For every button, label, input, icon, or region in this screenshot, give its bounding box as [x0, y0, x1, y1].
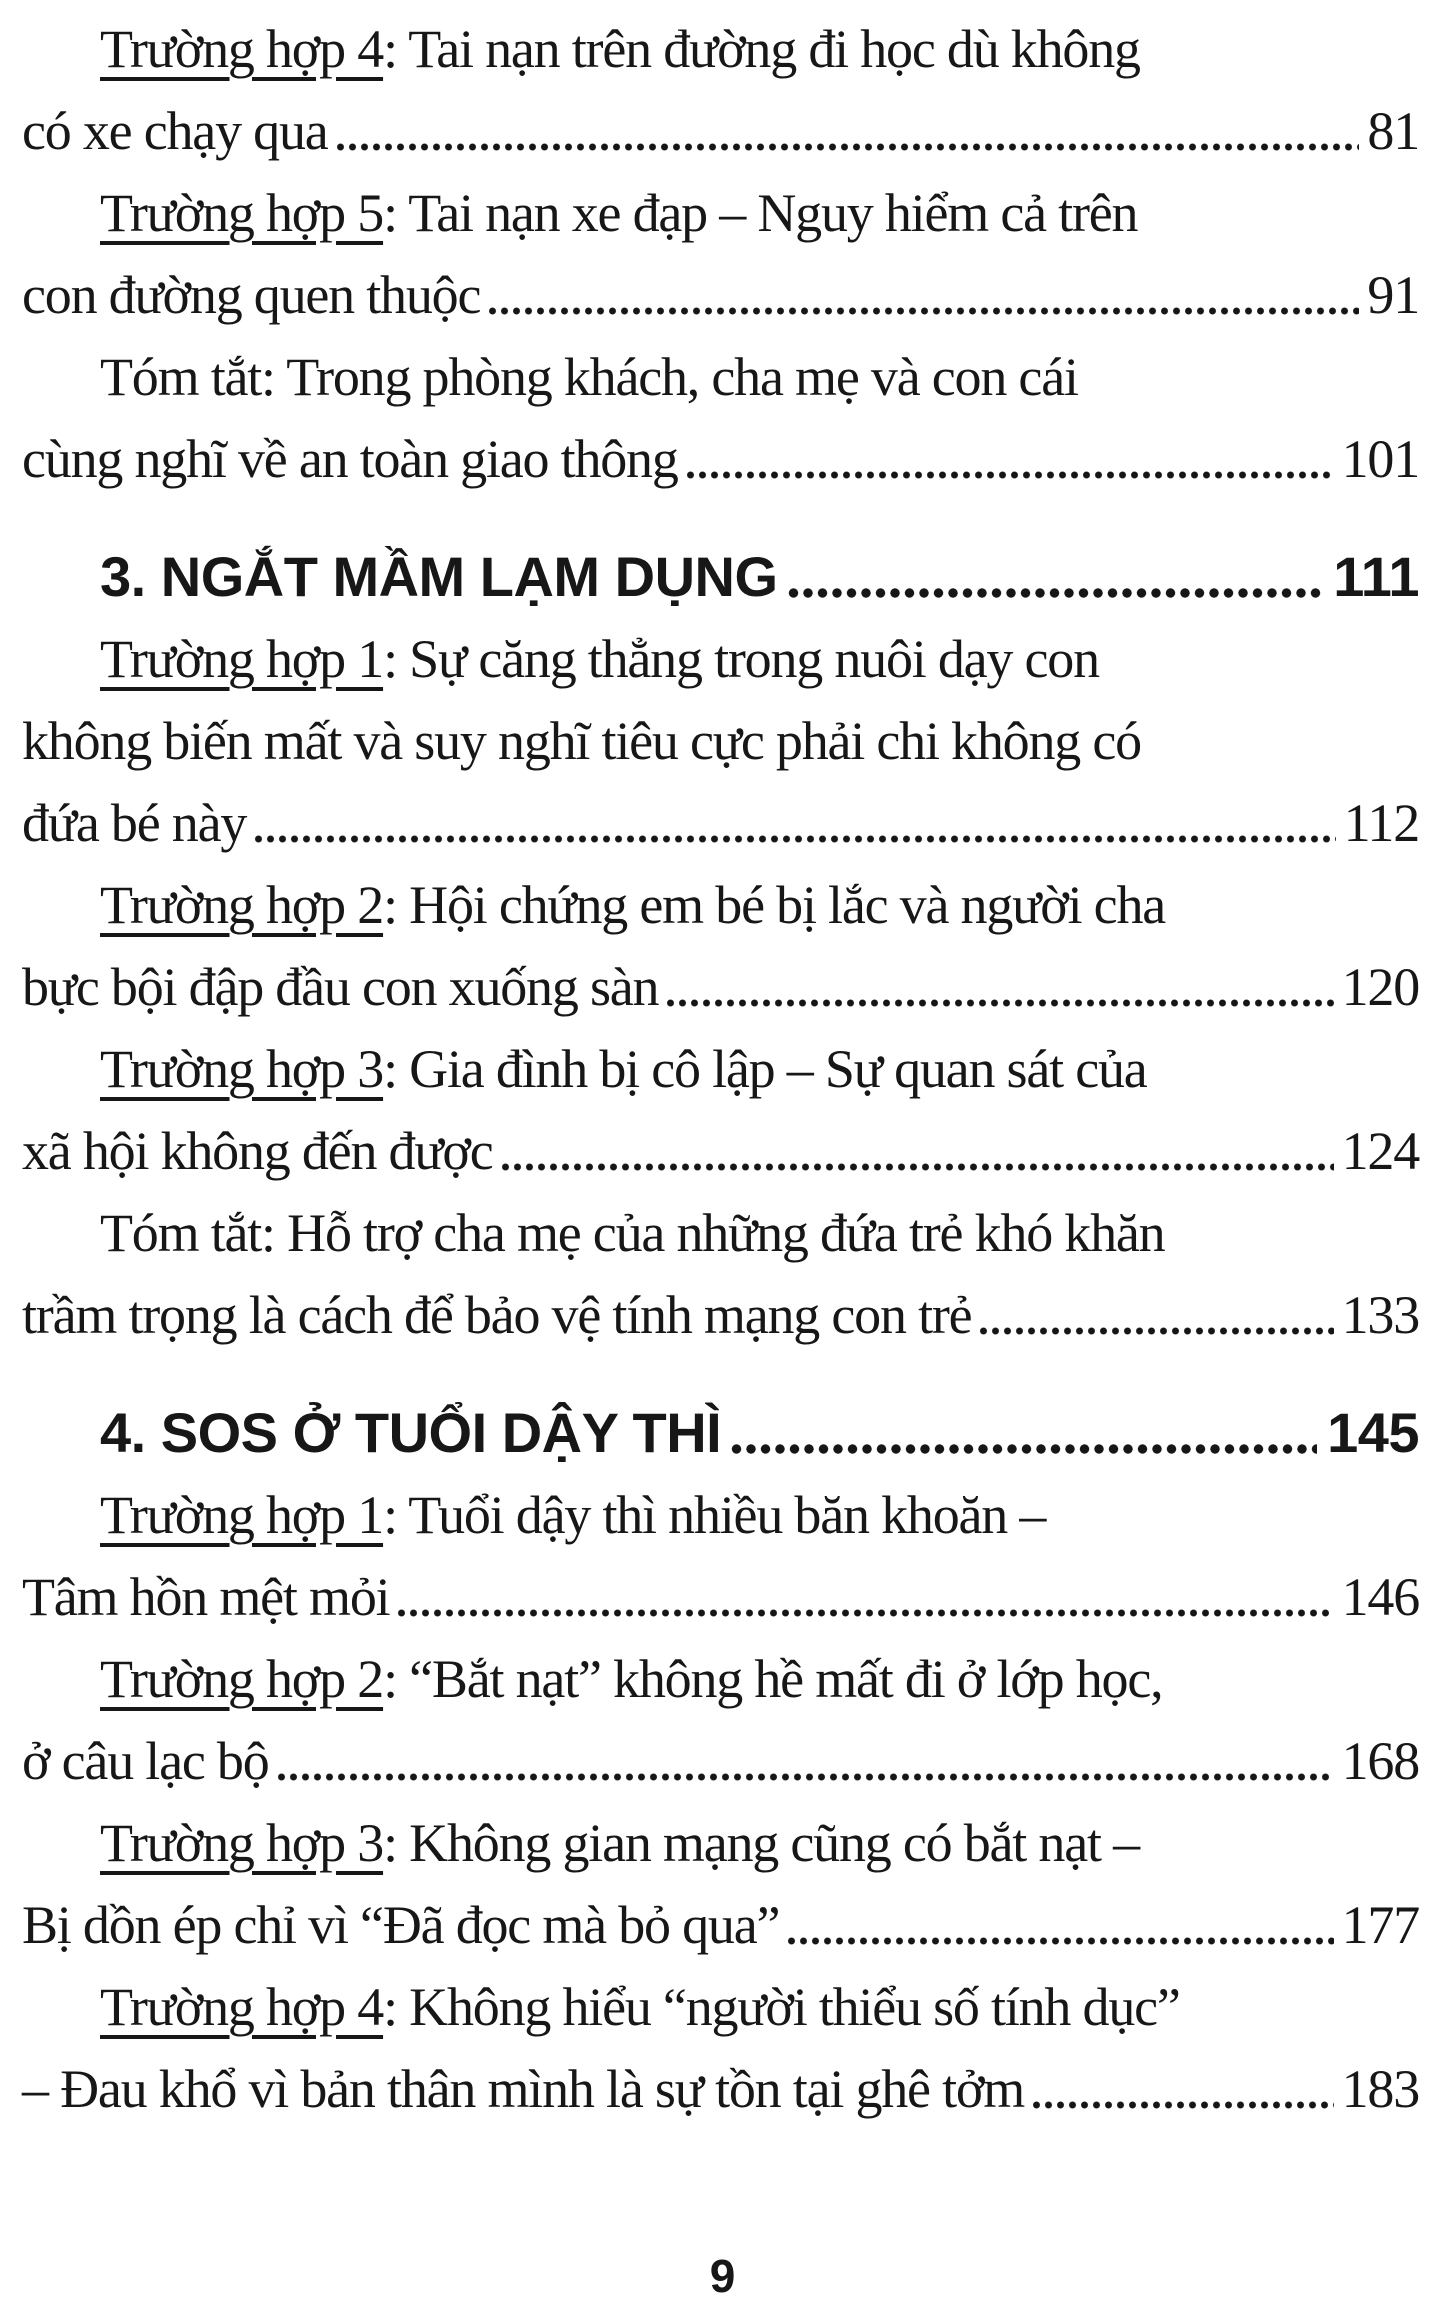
- toc-text: xã hội không đến được: [22, 1121, 493, 1181]
- toc-text: ở câu lạc bộ: [22, 1731, 269, 1791]
- toc-text: : Tuổi dậy thì nhiều băn khoăn –: [383, 1485, 1046, 1545]
- dot-leader: [731, 1442, 1317, 1456]
- toc-text: : Gia đình bị cô lập – Sự quan sát của: [383, 1039, 1147, 1099]
- toc-section-heading: [22, 1392, 1419, 1474]
- toc-text: không biến mất và suy nghĩ tiêu cực phải chi không có: [22, 711, 1141, 771]
- toc-page-number: 177: [1341, 1895, 1419, 1955]
- case-label: Trường hợp 4: [100, 1977, 384, 2037]
- toc-line: [22, 700, 1419, 782]
- toc-text: – Đau khổ vì bản thân mình là sự tồn tại ghê tởm: [22, 2059, 1025, 2119]
- toc-line: [22, 336, 1419, 418]
- toc-line: [22, 90, 1419, 172]
- case-label: Trường hợp 3: [100, 1039, 384, 1099]
- toc-text: : Tai nạn xe đạp – Nguy hiểm cả trên: [383, 183, 1138, 243]
- toc-page-number: 81: [1367, 101, 1419, 161]
- toc-page-number: 183: [1341, 2059, 1419, 2119]
- toc-page-number: 133: [1341, 1285, 1419, 1345]
- toc-line: [22, 2048, 1419, 2130]
- toc-line: [22, 418, 1419, 500]
- toc-text: con đường quen thuộc: [22, 265, 481, 325]
- toc-text: : Sự căng thẳng trong nuôi dạy con: [383, 629, 1099, 689]
- toc-text: 4. SOS Ở TUỔI DẬY THÌ: [100, 1401, 722, 1464]
- case-label: Trường hợp 4: [100, 19, 384, 79]
- toc-page-number: 111: [1333, 545, 1419, 608]
- dot-leader: [501, 1161, 1334, 1173]
- toc-line: [22, 1028, 1419, 1110]
- case-label: Trường hợp 3: [100, 1813, 384, 1873]
- case-label: Trường hợp 2: [100, 1649, 384, 1709]
- toc-line: [22, 1802, 1419, 1884]
- case-label: Trường hợp 1: [100, 629, 384, 689]
- toc-line: [22, 1966, 1419, 2048]
- toc-line: [22, 254, 1419, 336]
- toc-text: đứa bé này: [22, 793, 247, 853]
- dot-leader: [397, 1607, 1333, 1619]
- case-label: Trường hợp 2: [100, 875, 384, 935]
- toc-page-number: 91: [1367, 265, 1419, 325]
- footer-page-number: 9: [709, 2250, 736, 2302]
- dot-leader: [1032, 2099, 1334, 2111]
- toc-page-number: 112: [1343, 793, 1419, 853]
- toc-line: [22, 782, 1419, 864]
- toc-section-heading: [22, 536, 1419, 618]
- toc-page-number: 146: [1341, 1567, 1419, 1627]
- dot-leader: [336, 141, 1360, 153]
- toc-line: [22, 1556, 1419, 1638]
- toc-line: [22, 618, 1419, 700]
- toc-page-number: 101: [1341, 429, 1419, 489]
- toc-line: [22, 1274, 1419, 1356]
- toc-text: 3. NGẮT MẦM LẠM DỤNG: [100, 545, 778, 608]
- toc-line: [22, 1720, 1419, 1802]
- dot-leader: [788, 586, 1324, 600]
- toc-page-number: 124: [1341, 1121, 1419, 1181]
- toc-text: có xe chạy qua: [22, 101, 328, 161]
- toc-page-number: 145: [1327, 1401, 1419, 1464]
- toc-text: trầm trọng là cách để bảo vệ tính mạng con trẻ: [22, 1285, 972, 1345]
- dot-leader: [666, 997, 1333, 1009]
- toc-page-number: 168: [1341, 1731, 1419, 1791]
- toc-text: Bị dồn ép chỉ vì “Đã đọc mà bỏ qua”: [22, 1895, 780, 1955]
- toc-text: cùng nghĩ về an toàn giao thông: [22, 429, 678, 489]
- toc-text: : Hội chứng em bé bị lắc và người cha: [383, 875, 1166, 935]
- toc-line: [22, 1474, 1419, 1556]
- dot-leader: [488, 305, 1359, 317]
- toc-text: : “Bắt nạt” không hề mất đi ở lớp học,: [383, 1649, 1163, 1709]
- dot-leader: [686, 469, 1334, 481]
- toc-line: [22, 1884, 1419, 1966]
- dot-leader: [979, 1325, 1333, 1337]
- dot-leader: [254, 833, 1335, 845]
- toc-text: : Không hiểu “người thiểu số tính dục”: [383, 1977, 1180, 2037]
- case-label: Trường hợp 1: [100, 1485, 384, 1545]
- toc-line: [22, 864, 1419, 946]
- toc-line: [22, 946, 1419, 1028]
- toc-text: bực bội đập đầu con xuống sàn: [22, 957, 659, 1017]
- case-label: Trường hợp 5: [100, 183, 384, 243]
- toc-text: Tóm tắt: Hỗ trợ cha mẹ của những đứa trẻ khó khăn: [100, 1203, 1165, 1263]
- toc-text: Tâm hồn mệt mỏi: [22, 1567, 390, 1627]
- toc-line: [22, 1192, 1419, 1274]
- toc-page-number: 120: [1341, 957, 1419, 1017]
- toc-line: [22, 8, 1419, 90]
- toc-line: [22, 1638, 1419, 1720]
- toc-line: [22, 1110, 1419, 1192]
- toc-line: [22, 172, 1419, 254]
- dot-leader: [277, 1771, 1334, 1783]
- toc-text: : Không gian mạng cũng có bắt nạt –: [383, 1813, 1139, 1873]
- dot-leader: [787, 1935, 1333, 1947]
- toc-text: : Tai nạn trên đường đi học dù không: [383, 19, 1140, 79]
- toc-text: Tóm tắt: Trong phòng khách, cha mẹ và con cái: [100, 347, 1078, 407]
